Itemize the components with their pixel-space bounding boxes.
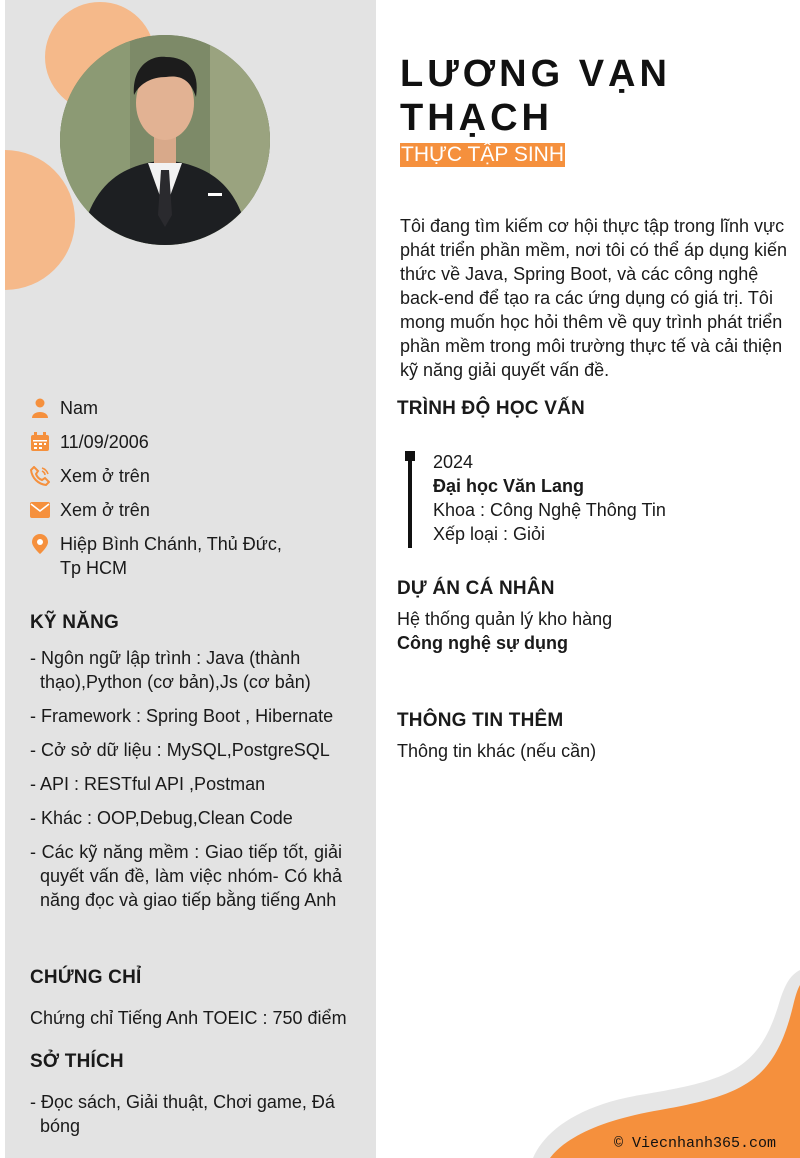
phone-text: Xem ở trên bbox=[60, 466, 150, 486]
education-school: Đại học Văn Lang bbox=[433, 476, 585, 496]
skill-item: - Ngôn ngữ lập trình : Java (thành thạo),Python (cơ bản),Js (cơ bản) bbox=[30, 648, 311, 692]
education-faculty: Khoa : Công Nghệ Thông Tin bbox=[433, 500, 666, 520]
skills-title: KỸ NĂNG bbox=[30, 612, 120, 633]
projects-title: DỰ ÁN CÁ NHÂN bbox=[397, 578, 555, 599]
skill-item: - API : RESTful API ,Postman bbox=[30, 774, 266, 794]
skill-item: - Khác : OOP,Debug,Clean Code bbox=[30, 808, 293, 828]
education-year: 2024 bbox=[433, 452, 474, 472]
gender-text: Nam bbox=[60, 398, 99, 418]
certificates-title: CHỨNG CHỈ bbox=[30, 967, 142, 988]
footer-watermark: © Viecnhanh365.com bbox=[614, 1135, 777, 1152]
skill-item: - Cở sở dữ liệu : MySQL,PostgreSQL bbox=[30, 740, 330, 760]
project-tech-label: Công nghệ sự dụng bbox=[397, 633, 569, 653]
address-text: Hiệp Bình Chánh, Thủ Đức, Tp HCM bbox=[60, 534, 282, 578]
name-line-2: THẠCH bbox=[400, 97, 553, 139]
skill-item: - Các kỹ năng mềm : Giao tiếp tốt, giải quyết vấn đề, làm việc nhóm- Có khả năng đọc và giao tiếp bằng tiếng Anh bbox=[30, 842, 342, 910]
name-line-1: LƯƠNG VẠN bbox=[400, 53, 671, 95]
extra-info-title: THÔNG TIN THÊM bbox=[397, 710, 564, 731]
hobbies-title: SỞ THÍCH bbox=[30, 1051, 124, 1072]
birthday-text: 11/09/2006 bbox=[60, 432, 149, 452]
extra-info-text: Thông tin khác (nếu cần) bbox=[397, 741, 597, 761]
career-summary: Tôi đang tìm kiếm cơ hội thực tập trong lĩnh vực phát triển phần mềm, nơi tôi có thể áp dụng kiến thức về Java, Spring Boot, và các công nghệ back-end để tạo ra các ứng dụng có giá trị. Tôi mong muốn học hỏi thêm về quy trình phát triển phần mềm trong môi trường thực tế và cải thiện kỹ năng giải quyết vấn đề. bbox=[400, 216, 788, 380]
education-grade: Xếp loại : Giỏi bbox=[433, 524, 546, 544]
education-title: TRÌNH ĐỘ HỌC VẤN bbox=[397, 398, 585, 419]
email-text: Xem ở trên bbox=[60, 500, 150, 520]
hobbies-text: - Đọc sách, Giải thuật, Chơi game, Đá bóng bbox=[30, 1092, 335, 1136]
skill-item: - Framework : Spring Boot , Hibernate bbox=[30, 706, 334, 726]
job-role-badge: THỰC TẬP SINH bbox=[401, 143, 565, 166]
project-name: Hệ thống quản lý kho hàng bbox=[397, 609, 613, 629]
certificates-text: Chứng chỉ Tiếng Anh TOEIC : 750 điểm bbox=[30, 1008, 347, 1028]
